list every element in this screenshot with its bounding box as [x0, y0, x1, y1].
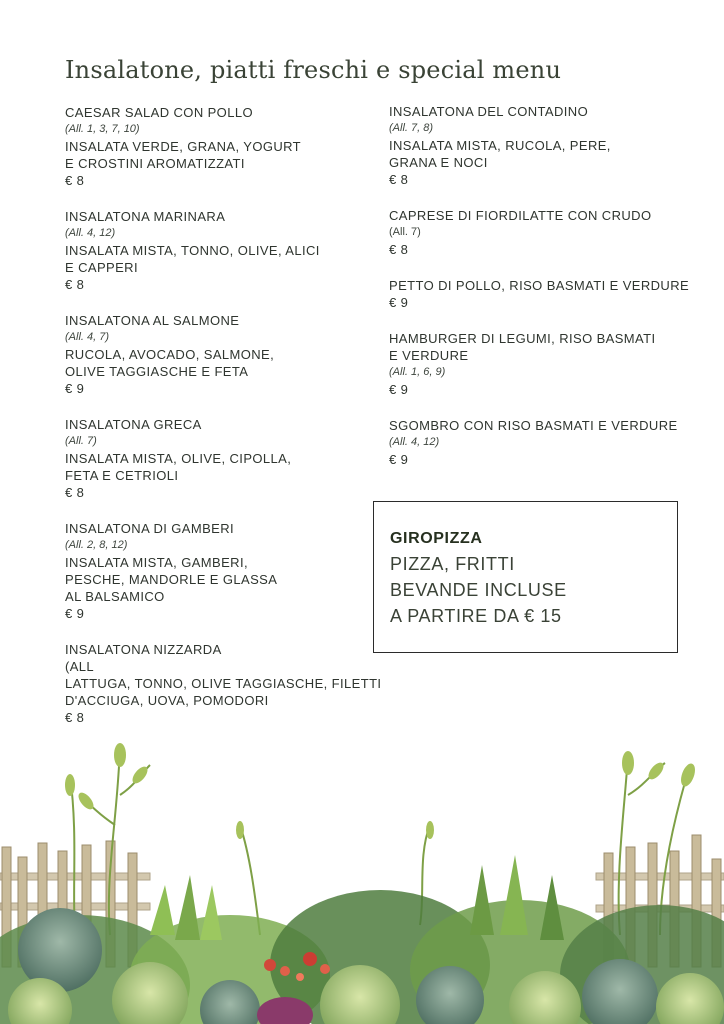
item-allergens: (All. 1, 3, 7, 10): [65, 123, 140, 135]
item-price: € 9: [389, 295, 409, 310]
garden-illustration: [0, 735, 724, 1024]
item-allergens: (All. 4, 12): [389, 436, 440, 448]
menu-column-left: [65, 104, 385, 745]
item-name: PETTO DI POLLO, RISO BASMATI E VERDURE: [389, 278, 690, 293]
item-allergens: (All. 4, 12): [65, 227, 116, 239]
menu-item: [389, 417, 709, 468]
item-price: € 8: [389, 242, 409, 257]
promo-line: PIZZA, FRITTI: [390, 554, 515, 574]
item-name: INSALATONA AL SALMONE: [65, 313, 240, 328]
item-name: INSALATONA MARINARA: [65, 209, 226, 224]
item-allergens: (All. 7): [65, 435, 97, 447]
item-name: HAMBURGER DI LEGUMI, RISO BASMATI: [389, 331, 656, 346]
menu-item: [389, 330, 709, 398]
menu-item: [65, 641, 385, 726]
item-name: CAPRESE DI FIORDILATTE CON CRUDO: [389, 208, 652, 223]
item-price: € 8: [65, 277, 85, 292]
item-description: INSALATA VERDE, GRANA, YOGURT: [65, 139, 302, 154]
item-name: INSALATONA DEL CONTADINO: [389, 104, 589, 119]
item-price: € 8: [65, 710, 85, 725]
item-description: INSALATA MISTA, OLIVE, CIPOLLA,: [65, 451, 292, 466]
item-price: € 9: [65, 381, 85, 396]
item-description: D'ACCIUGA, UOVA, POMODORI: [65, 693, 269, 708]
item-description: LATTUGA, TONNO, OLIVE TAGGIASCHE, FILETTI: [65, 676, 382, 691]
item-description: E CROSTINI AROMATIZZATI: [65, 156, 245, 171]
menu-item: [389, 277, 709, 311]
item-allergens: (All. 1, 6, 9): [389, 366, 446, 378]
promo-line: BEVANDE INCLUSE: [390, 580, 567, 600]
item-allergens: (ALL: [65, 659, 95, 674]
item-price: € 8: [65, 173, 85, 188]
item-description: AL BALSAMICO: [65, 589, 165, 604]
item-price: € 9: [65, 606, 85, 621]
menu-item: [65, 104, 385, 189]
item-description: PESCHE, MANDORLE E GLASSA: [65, 572, 278, 587]
item-description: FETA E CETRIOLI: [65, 468, 179, 483]
item-name: INSALATONA GRECA: [65, 417, 202, 432]
item-description: OLIVE TAGGIASCHE E FETA: [65, 364, 249, 379]
item-price: € 9: [389, 452, 409, 467]
item-price: € 8: [65, 485, 85, 500]
item-name: INSALATONA DI GAMBERI: [65, 521, 235, 536]
item-name: SGOMBRO CON RISO BASMATI E VERDURE: [389, 418, 678, 433]
item-name: INSALATONA NIZZARDA: [65, 642, 222, 657]
item-allergens: (All. 4, 7): [65, 331, 110, 343]
item-description: RUCOLA, AVOCADO, SALMONE,: [65, 347, 275, 362]
item-description: GRANA E NOCI: [389, 155, 488, 170]
item-description: E CAPPERI: [65, 260, 138, 275]
menu-item: [65, 416, 385, 501]
item-price: € 9: [389, 382, 409, 397]
page-title: Insalatone, piatti freschi e special menu: [65, 56, 562, 84]
menu-column-right: [389, 103, 709, 487]
herb-leaves: [65, 743, 698, 839]
menu-item: [65, 208, 385, 293]
item-allergens: (All. 7, 8): [389, 122, 434, 134]
item-allergens: (All. 7): [389, 226, 421, 238]
item-name-continued: E VERDURE: [389, 348, 469, 363]
menu-item: [65, 312, 385, 397]
item-description: INSALATA MISTA, TONNO, OLIVE, ALICI: [65, 243, 320, 258]
menu-item: [65, 520, 385, 622]
item-price: € 8: [389, 172, 409, 187]
menu-item: [389, 103, 709, 188]
item-description: INSALATA MISTA, RUCOLA, PERE,: [389, 138, 611, 153]
menu-item: [389, 207, 709, 258]
promo-line: A PARTIRE DA € 15: [390, 606, 562, 626]
item-name: CAESAR SALAD CON POLLO: [65, 105, 253, 120]
promo-title: GIROPIZZA: [390, 530, 483, 547]
item-allergens: (All. 2, 8, 12): [65, 539, 128, 551]
giropizza-box: [373, 501, 678, 653]
item-description: INSALATA MISTA, GAMBERI,: [65, 555, 248, 570]
